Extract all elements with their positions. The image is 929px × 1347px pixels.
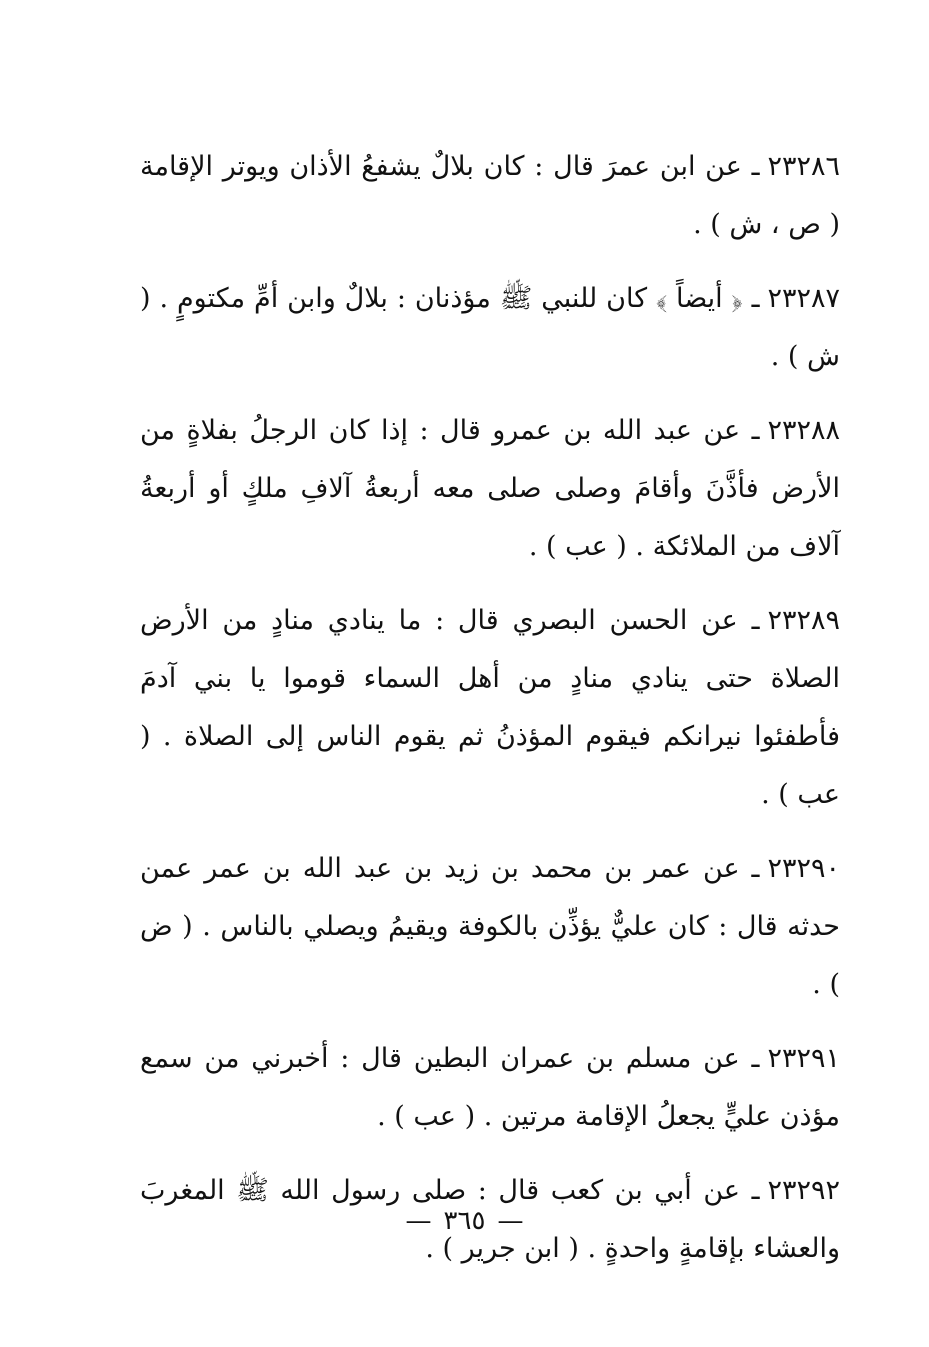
entry-number: ٢٣٢٨٧ — [767, 283, 840, 314]
hadith-entry — [140, 402, 840, 576]
entry-text: ـ عن ابن عمرَ قال : كان بلالٌ يشفعُ الأذان ويوتر الإقامة ( ص ، ش ) . — [140, 151, 840, 240]
hadith-entry — [140, 592, 840, 824]
entry-text: ـ عن مسلم بن عمران البطين قال : أخبرني من سمع مؤذن عليٍّ يجعلُ الإقامة مرتين . ( عب ) . — [140, 1043, 840, 1132]
dash-decoration: — — [497, 1206, 524, 1236]
entry-number: ٢٣٢٩١ — [767, 1043, 840, 1074]
entry-text: ـ ﴿ أيضاً ﴾ كان للنبي ﷺ مؤذنان : بلالٌ وابن أمِّ مكتومٍ . ( ش ) . — [140, 283, 840, 372]
page-number-footer — [0, 1206, 929, 1236]
page-number: ٣٦٥ — [443, 1206, 486, 1236]
document-body — [140, 138, 840, 1278]
entry-number: ٢٣٢٩٢ — [767, 1175, 840, 1206]
entry-number: ٢٣٢٨٨ — [767, 415, 840, 446]
hadith-entry — [140, 840, 840, 1014]
dash-decoration: — — [405, 1206, 432, 1236]
entry-number: ٢٣٢٨٦ — [767, 151, 840, 182]
entry-text: ـ عن أبي بن كعب قال : صلى رسول الله ﷺ المغربَ والعشاء بإقامةٍ واحدةٍ . ( ابن جرير ) . — [140, 1175, 840, 1264]
hadith-entry — [140, 1030, 840, 1146]
entry-text: ـ عن عبد الله بن عمرو قال : إذا كان الرجلُ بفلاةٍ من الأرض فأذَّنَ وأقامَ وصلى صلى معه أربعةُ آلافِ ملكٍ أو أربعةُ آلاف من الملائكة . ( عب ) . — [140, 415, 840, 562]
hadith-entry — [140, 270, 840, 386]
entry-number: ٢٣٢٨٩ — [767, 605, 840, 636]
entry-number: ٢٣٢٩٠ — [767, 853, 840, 884]
hadith-entry — [140, 138, 840, 254]
entry-text: ـ عن عمر بن محمد بن زيد بن عبد الله بن عمر عمن حدثه قال : كان عليٌّ يؤذِّن بالكوفة ويقيمُ ويصلي بالناس . ( ض ) . — [140, 853, 840, 1000]
entry-text: ـ عن الحسن البصري قال : ما ينادي منادٍ من الأرض الصلاة حتى ينادي منادٍ من أهل السماء قوموا يا بني آدمَ فأطفئوا نيرانكم فيقوم المؤذنُ ثم يقوم الناس إلى الصلاة . ( عب ) . — [140, 605, 840, 810]
